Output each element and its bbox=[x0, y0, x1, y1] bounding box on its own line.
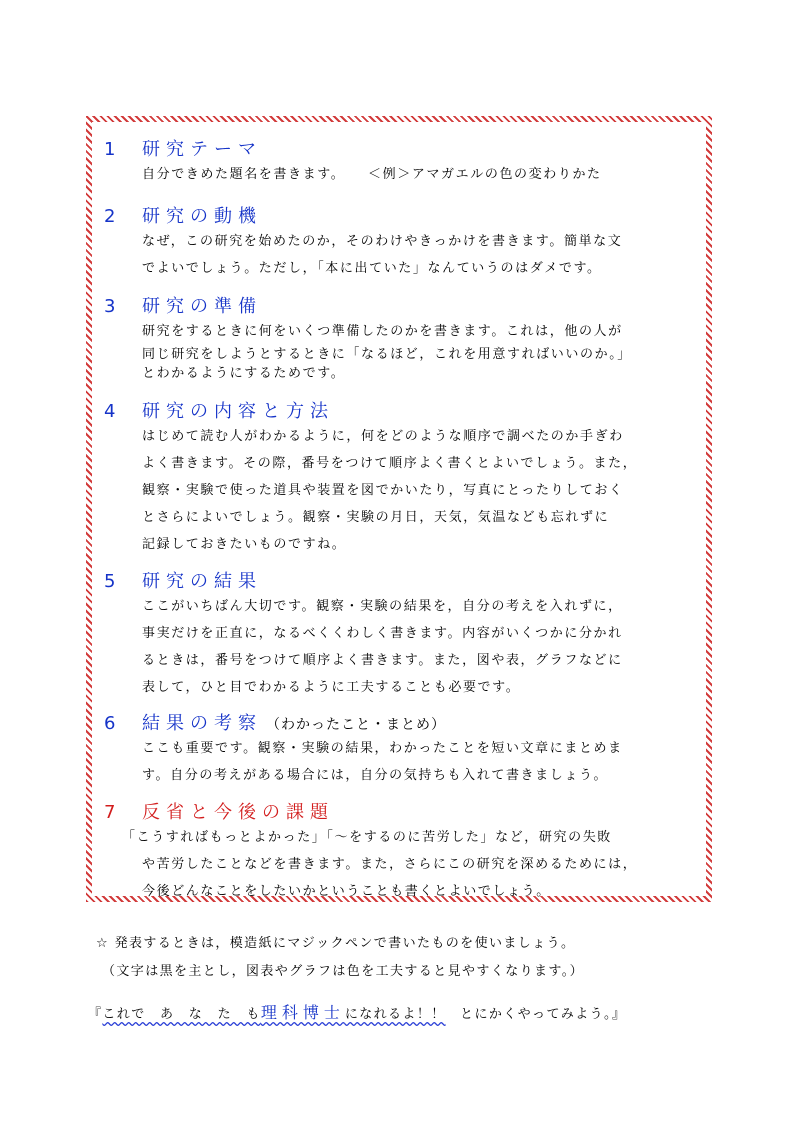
section-number: 1 bbox=[104, 139, 116, 160]
section-number: 2 bbox=[104, 206, 116, 227]
body-line: す。自分の考えがある場合には，自分の気持ちも入れて書きましょう。 bbox=[142, 768, 609, 783]
rika-hakase: 理科博士 bbox=[260, 1003, 345, 1022]
body-line: 同じ研究をしようとするときに「なるほど，これを用意すればいいのか。」 bbox=[142, 347, 632, 362]
section-number: 7 bbox=[104, 802, 116, 823]
section-title: 研究の結果 bbox=[142, 571, 262, 592]
section-5 bbox=[104, 567, 684, 701]
body-line: でよいでしょう。ただし，「本に出ていた」なんていうのはダメです。 bbox=[142, 261, 602, 276]
body-line: 自分できめた題名を書きます。 ＜例＞アマガエルの色の変わりかた bbox=[142, 167, 602, 182]
closing-pre: これで あ な た も bbox=[102, 1007, 261, 1022]
body-line: ここも重要です。観察・実験の結果，わかったことを短い文章にまとめま bbox=[142, 741, 623, 756]
section-1 bbox=[104, 135, 684, 188]
section-title: 研究テーマ bbox=[142, 139, 262, 160]
section-title: 研究の動機 bbox=[142, 206, 262, 227]
section-title: 反省と今後の課題 bbox=[142, 802, 334, 823]
section-subtitle: （わかったこと・まとめ） bbox=[266, 717, 446, 733]
section-heading bbox=[104, 292, 684, 318]
section-heading bbox=[104, 709, 684, 735]
body-line: や苦労したことなどを書きます。また，さらにこの研究を深めるためには， bbox=[142, 857, 638, 872]
section-number: 5 bbox=[104, 571, 116, 592]
body-line: なぜ，この研究を始めたのか，そのわけやきっかけを書きます。簡単な文 bbox=[142, 234, 623, 249]
closing-message bbox=[88, 1000, 718, 1023]
section-heading bbox=[104, 798, 684, 824]
section-6 bbox=[104, 709, 684, 789]
body-line: はじめて読む人がわかるように，何をどのような順序で調べたのか手ぎわ bbox=[142, 429, 624, 444]
open-bracket: 『 bbox=[88, 1007, 103, 1022]
section-heading bbox=[104, 397, 684, 423]
note-line: ☆ 発表するときは，模造紙にマジックペンで書いたものを使いましょう。 bbox=[96, 936, 576, 951]
presentation-notes bbox=[96, 930, 716, 986]
section-number: 3 bbox=[104, 296, 116, 317]
body-line: 「こうすればもっとよかった」「～をするのに苦労した」など，研究の失敗 bbox=[122, 830, 612, 845]
body-line: 事実だけを正直に，なるべくくわしく書きます。内容がいくつかに分かれ bbox=[142, 626, 623, 641]
body-line: よく書きます。その際，番号をつけて順序よく書くとよいでしょう。また， bbox=[142, 456, 638, 471]
section-heading bbox=[104, 567, 684, 593]
section-title: 研究の内容と方法 bbox=[142, 401, 334, 422]
body-line: 表して，ひと目でわかるように工夫することも必要です。 bbox=[142, 680, 521, 695]
note-line: （文字は黒を主とし，図表やグラフは色を工夫すると見やすくなります。） bbox=[102, 964, 585, 979]
body-line: とさらによいでしょう。観察・実験の月日，天気，気温なども忘れずに bbox=[142, 510, 610, 525]
body-line: とわかるようにするためです。 bbox=[142, 366, 346, 381]
body-line: 今後どんなことをしたいかということも書くとよいでしょう。 bbox=[142, 884, 551, 899]
body-line: 観察・実験で使った道具や装置を図でかいたり，写真にとったりしておく bbox=[142, 483, 624, 498]
section-7 bbox=[104, 798, 684, 905]
closing-post: になれるよ！！ bbox=[344, 1007, 446, 1022]
section-number: 6 bbox=[104, 713, 116, 734]
section-heading bbox=[104, 202, 684, 228]
section-3 bbox=[104, 292, 684, 383]
body-line: ここがいちばん大切です。観察・実験の結果を，自分の考えを入れずに， bbox=[142, 599, 623, 614]
section-heading bbox=[104, 135, 684, 161]
section-number: 4 bbox=[104, 401, 116, 422]
section-2 bbox=[104, 202, 684, 282]
body-line: 研究をするときに何をいくつ準備したのかを書きます。これは，他の人が bbox=[142, 324, 623, 339]
body-line: 記録しておきたいものですね。 bbox=[142, 537, 347, 552]
closing-tail: とにかくやってみよう。』 bbox=[445, 1007, 627, 1022]
closing-emphasis bbox=[102, 1003, 446, 1022]
section-title: 結果の考察 bbox=[142, 713, 262, 734]
body-line: るときは，番号をつけて順序よく書きます。また，図や表，グラフなどに bbox=[142, 653, 623, 668]
section-4 bbox=[104, 397, 684, 558]
section-title: 研究の準備 bbox=[142, 296, 262, 317]
